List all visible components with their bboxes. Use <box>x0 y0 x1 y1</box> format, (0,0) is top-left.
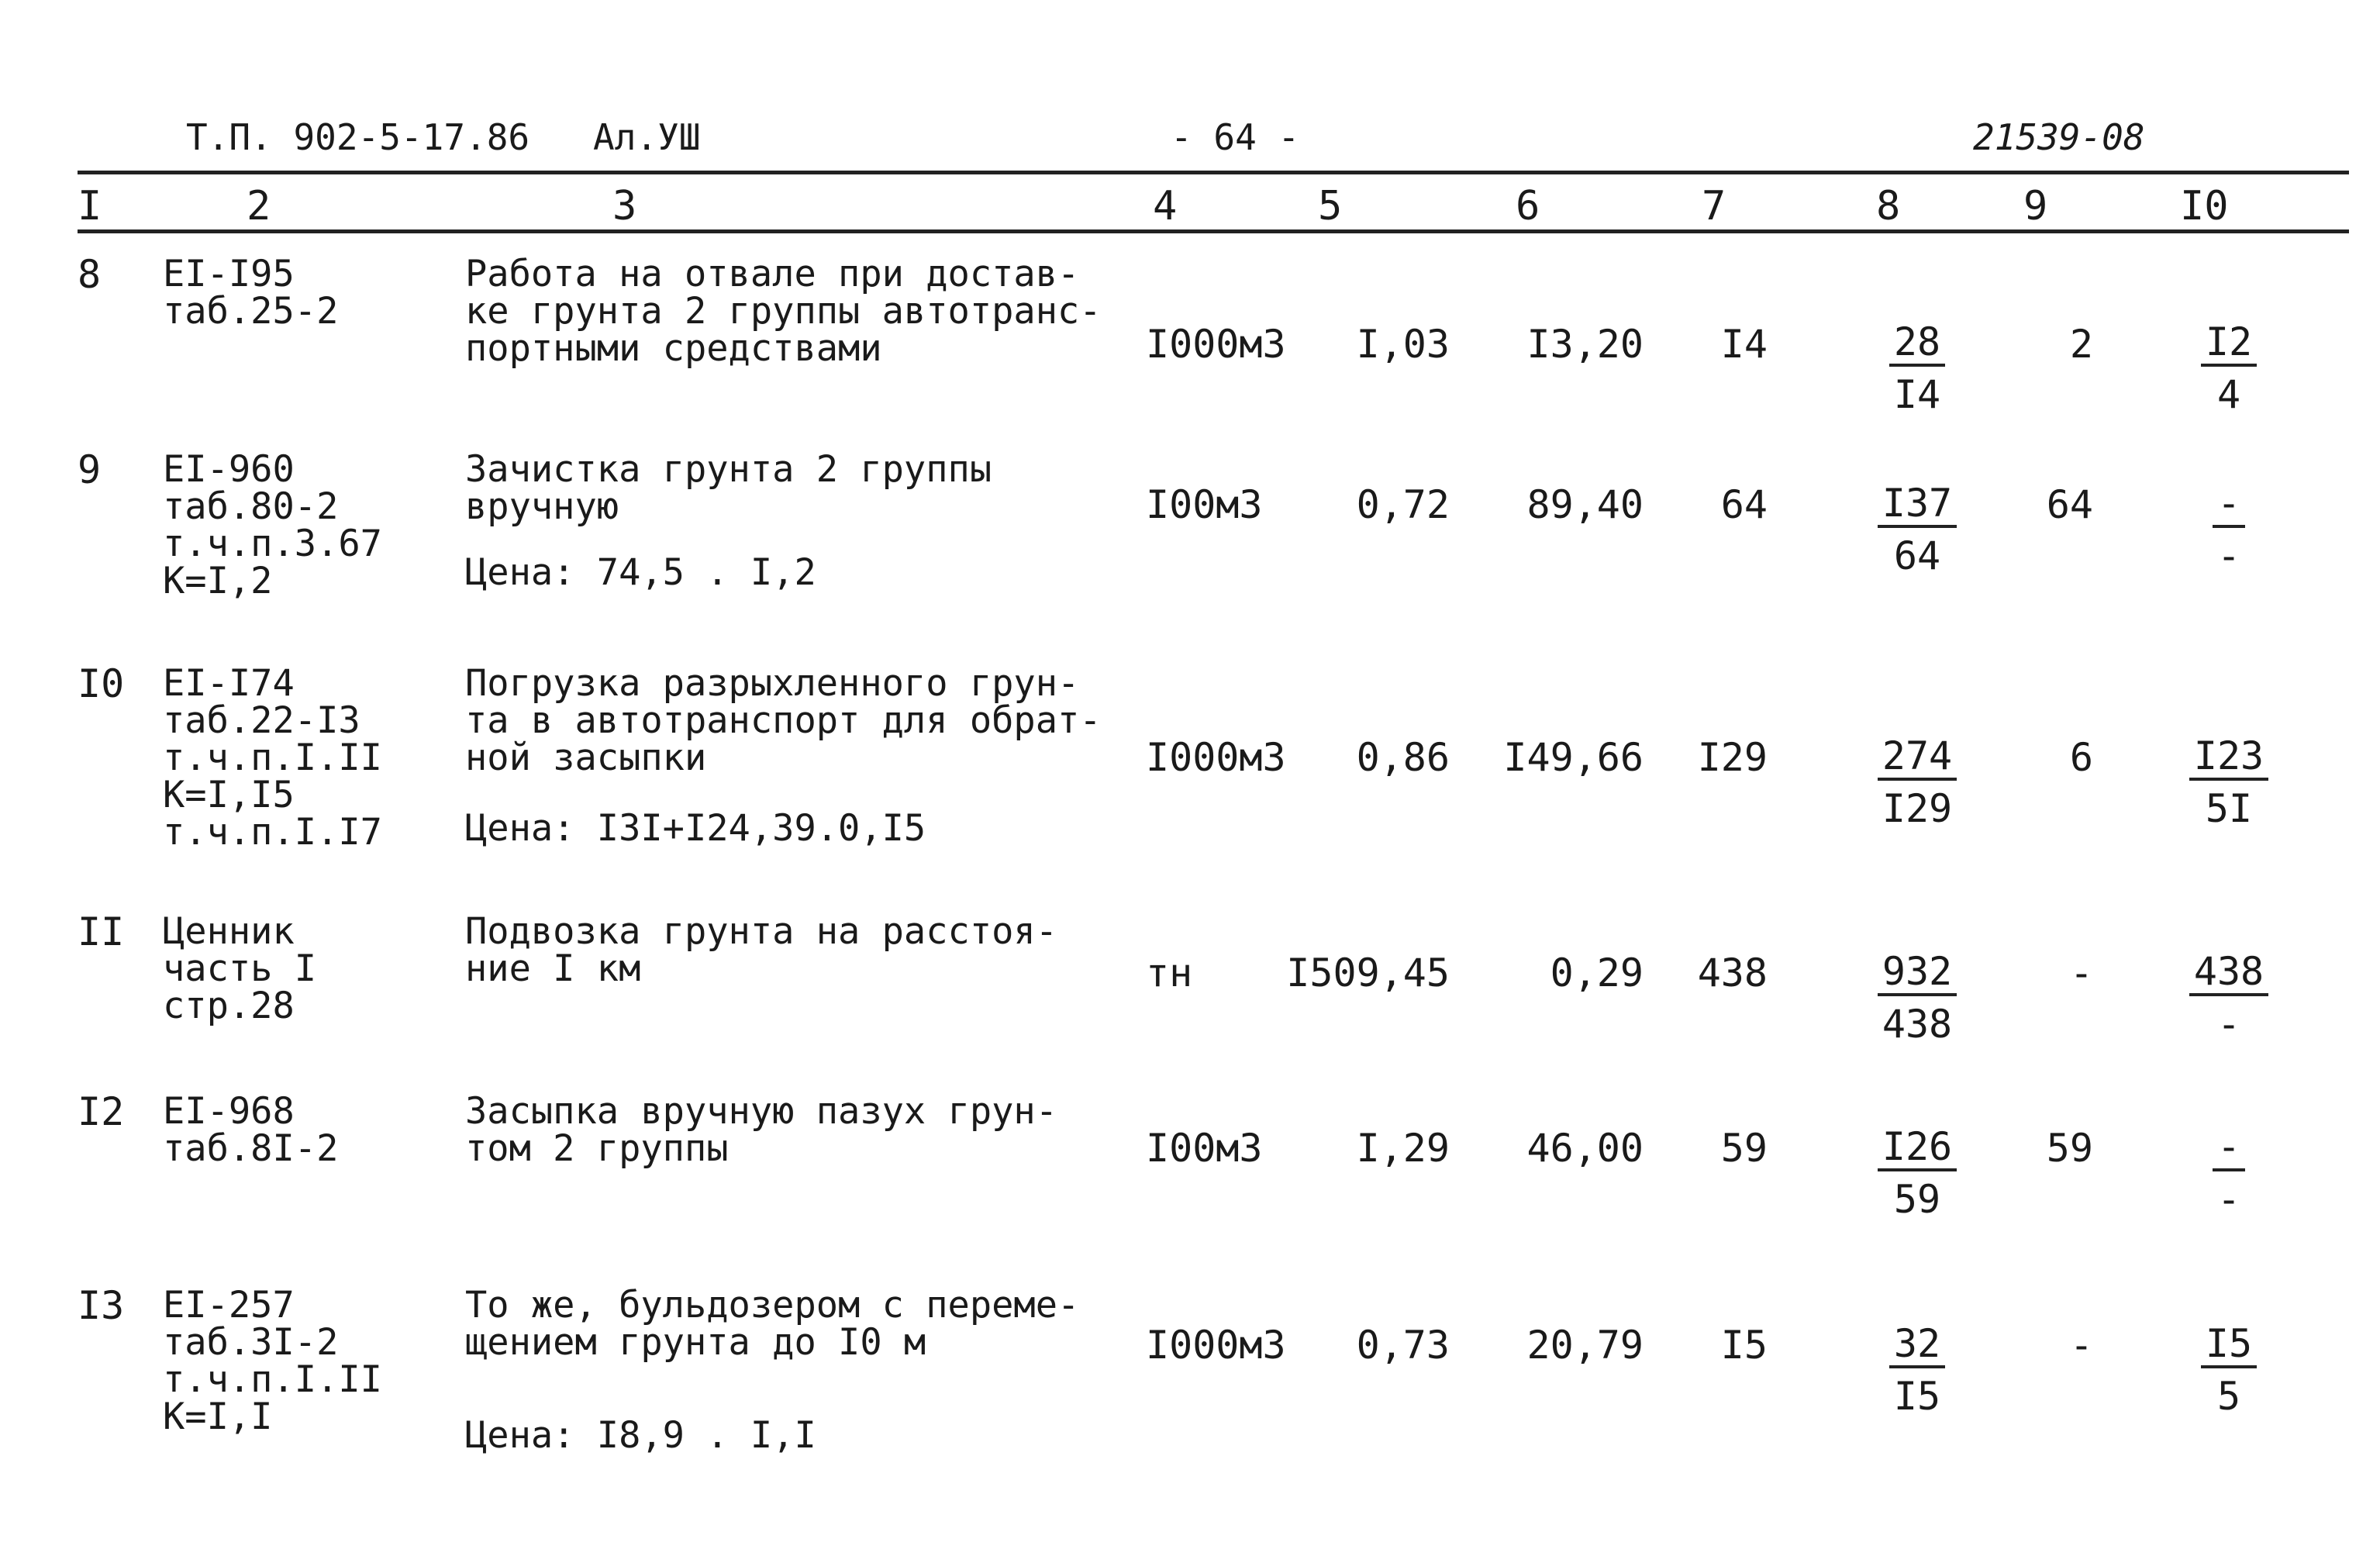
row-quantity: 0,86 <box>1356 735 1450 780</box>
row-col10-fraction: - - <box>2178 1124 2279 1221</box>
col-header-8: 8 <box>1876 183 1901 229</box>
col-header-6: 6 <box>1516 183 1540 229</box>
row-unit-cost: 20,79 <box>1526 1323 1644 1368</box>
archive-code: 21539-08 <box>1973 116 2145 158</box>
row-quantity: I,29 <box>1356 1126 1450 1171</box>
row-unit: I000м3 <box>1146 735 1286 780</box>
row-col7: 59 <box>1720 1126 1768 1171</box>
row-col8-fraction: $\frac{932}{438}$ <box>1867 949 1968 1046</box>
row-unit: I000м3 <box>1146 322 1286 367</box>
row-quantity: 0,73 <box>1356 1323 1450 1368</box>
row-description: Погрузка разрыхленного грун- та в автотранспорт для обрат- ной засыпки <box>465 662 1102 779</box>
row-unit-cost: I49,66 <box>1503 735 1644 780</box>
row-reference: ЕI-968 таб.8I-2 <box>163 1090 339 1170</box>
col-header-5: 5 <box>1318 183 1343 229</box>
row-unit: I000м3 <box>1146 1323 1286 1368</box>
row-number: 8 <box>78 252 102 297</box>
row-col7: I5 <box>1720 1323 1768 1368</box>
row-col10-fraction: - - <box>2178 481 2279 578</box>
row-col9: 64 <box>2046 482 2093 527</box>
col-header-7: 7 <box>1702 183 1726 229</box>
row-col9: 59 <box>2046 1126 2093 1171</box>
row-col9: 2 <box>2069 322 2093 367</box>
col-header-3: 3 <box>612 183 637 229</box>
row-number: I2 <box>78 1089 125 1134</box>
document-number: Т.П. 902-5-17.86 <box>186 116 530 158</box>
row-col8-fraction: $\frac{I37}{64}$ <box>1867 481 1968 578</box>
row-unit: тн <box>1146 951 1193 995</box>
col-header-4: 4 <box>1153 183 1178 229</box>
row-col9: - <box>2069 1323 2093 1368</box>
row-unit: I00м3 <box>1146 1126 1263 1171</box>
row-description: То же, бульдозером с переме- щением грунта до I0 м <box>465 1284 1080 1364</box>
row-number: II <box>78 909 125 954</box>
row-description: Работа на отвале при достав- ке грунта 2 группы автотранс- портными средствами <box>465 253 1102 370</box>
row-reference: Ценник часть I стр.28 <box>163 910 317 1027</box>
row-description: Засыпка вручную пазух грун- том 2 группы <box>465 1090 1058 1170</box>
col-header-9: 9 <box>2023 183 2048 229</box>
row-reference: ЕI-I95 таб.25-2 <box>163 253 339 333</box>
row-quantity: 0,72 <box>1356 482 1450 527</box>
row-col10-fraction: $\frac{I23}{5I}$ <box>2178 733 2279 830</box>
col-header-10: I0 <box>2180 183 2229 229</box>
header-rule-bottom <box>78 229 2349 233</box>
row-col10-fraction: $\frac{I5}{5}$ <box>2178 1321 2279 1418</box>
row-description: Подвозка грунта на расстоя- ние I км <box>465 910 1058 990</box>
row-col8-fraction: $\frac{I26}{59}$ <box>1867 1124 1968 1221</box>
row-col9: 6 <box>2069 735 2093 780</box>
row-col10-fraction: 438 - <box>2178 949 2279 1046</box>
row-unit: I00м3 <box>1146 482 1263 527</box>
row-unit-cost: I3,20 <box>1526 322 1644 367</box>
row-col8-fraction: $\frac{274}{I29}$ <box>1867 733 1968 830</box>
row-quantity: I509,45 <box>1286 951 1450 995</box>
row-col9: - <box>2069 951 2093 995</box>
row-unit-cost: 46,00 <box>1526 1126 1644 1171</box>
row-number: I3 <box>78 1283 125 1328</box>
col-header-2: 2 <box>247 183 271 229</box>
row-col7: 64 <box>1720 482 1768 527</box>
page-number: - 64 - <box>1171 116 1300 158</box>
row-col8-fraction: $\frac{28}{I4}$ <box>1867 319 1968 416</box>
row-unit-cost: 0,29 <box>1550 951 1644 995</box>
row-unit-cost: 89,40 <box>1526 482 1644 527</box>
header-rule-top <box>78 171 2349 174</box>
row-description: Зачистка грунта 2 группы вручную <box>465 448 992 528</box>
album-number: Ал.УШ <box>593 116 701 158</box>
row-reference: ЕI-I74 таб.22-I3 т.ч.п.I.II К=I,I5 т.ч.п.I.I7 <box>163 662 382 854</box>
row-price-note: Цена: 74,5 . I,2 <box>465 551 816 594</box>
row-col10-fraction: $\frac{I2}{4}$ <box>2178 319 2279 416</box>
col-header-1: I <box>78 183 102 229</box>
row-price-note: Цена: I3I+I24,39.0,I5 <box>465 807 926 850</box>
row-col7: I29 <box>1697 735 1768 780</box>
row-col7: I4 <box>1720 322 1768 367</box>
row-quantity: I,03 <box>1356 322 1450 367</box>
row-number: 9 <box>78 447 102 492</box>
row-col7: 438 <box>1697 951 1768 995</box>
row-reference: ЕI-960 таб.80-2 т.ч.п.3.67 К=I,2 <box>163 448 382 602</box>
row-col8-fraction: $\frac{32}{I5}$ <box>1867 1321 1968 1418</box>
row-reference: ЕI-257 таб.3I-2 т.ч.п.I.II К=I,I <box>163 1284 382 1438</box>
row-price-note: Цена: I8,9 . I,I <box>465 1414 816 1457</box>
row-number: I0 <box>78 661 125 706</box>
